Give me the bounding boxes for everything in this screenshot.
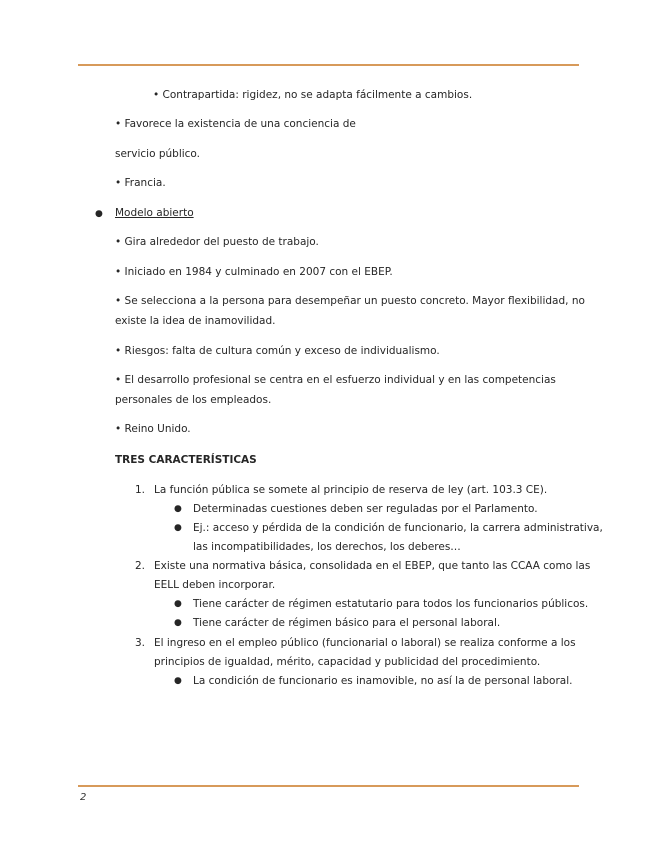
sub-item-text: las incompatibilidades, los derechos, los deberes… xyxy=(193,541,461,553)
text-line: • Iniciado en 1984 y culminado en 2007 con el EBEP. xyxy=(115,266,393,278)
text-line: • Favorece la existencia de una conciencia de xyxy=(115,118,356,130)
page-number: 2 xyxy=(80,792,87,803)
bullet-icon: ● xyxy=(95,209,103,219)
text-line: • Contrapartida: rigidez, no se adapta fácilmente a cambios. xyxy=(153,89,473,101)
footer-rule xyxy=(78,785,579,787)
text-line: • Riesgos: falta de cultura común y exceso de individualismo. xyxy=(115,345,440,357)
sub-item-text: La condición de funcionario es inamovible, no así la de personal laboral. xyxy=(193,675,573,687)
list-number: 3. xyxy=(135,637,146,649)
sub-item-text: Ej.: acceso y pérdida de la condición de funcionario, la carrera administrativa, xyxy=(193,522,603,534)
bullet-icon: ● xyxy=(174,599,182,609)
section-title-modelo-abierto: Modelo abierto xyxy=(115,207,194,219)
list-number: 2. xyxy=(135,560,146,572)
bullet-icon: ● xyxy=(174,504,182,514)
list-item-text: El ingreso en el empleo público (funcionarial o laboral) se realiza conforme a los xyxy=(154,637,576,649)
list-item-text: principios de igualdad, mérito, capacidad y publicidad del procedimiento. xyxy=(154,656,541,668)
text-line: • Reino Unido. xyxy=(115,423,191,435)
list-item-text: La función pública se somete al principio de reserva de ley (art. 103.3 CE). xyxy=(154,484,548,496)
header-rule xyxy=(78,64,579,66)
text-line: • Se selecciona a la persona para desempeñar un puesto concreto. Mayor flexibilidad, no xyxy=(115,295,585,307)
text-line: • Francia. xyxy=(115,177,166,189)
text-line: • El desarrollo profesional se centra en el esfuerzo individual y en las competencias xyxy=(115,374,556,386)
list-item-text: Existe una normativa básica, consolidada en el EBEP, que tanto las CCAA como las xyxy=(154,560,591,572)
bullet-icon: ● xyxy=(174,618,182,628)
text-line: • Gira alrededor del puesto de trabajo. xyxy=(115,236,319,248)
sub-item-text: Tiene carácter de régimen estatutario para todos los funcionarios públicos. xyxy=(193,598,589,610)
bullet-icon: ● xyxy=(174,676,182,686)
text-line: servicio público. xyxy=(115,148,200,160)
sub-item-text: Determinadas cuestiones deben ser reguladas por el Parlamento. xyxy=(193,503,538,515)
text-line: existe la idea de inamovilidad. xyxy=(115,315,276,327)
sub-item-text: Tiene carácter de régimen básico para el personal laboral. xyxy=(193,617,501,629)
bullet-icon: ● xyxy=(174,523,182,533)
list-number: 1. xyxy=(135,484,146,496)
section-heading: TRES CARACTERÍSTICAS xyxy=(115,454,257,466)
list-item-text: EELL deben incorporar. xyxy=(154,579,276,591)
text-line: personales de los empleados. xyxy=(115,394,272,406)
